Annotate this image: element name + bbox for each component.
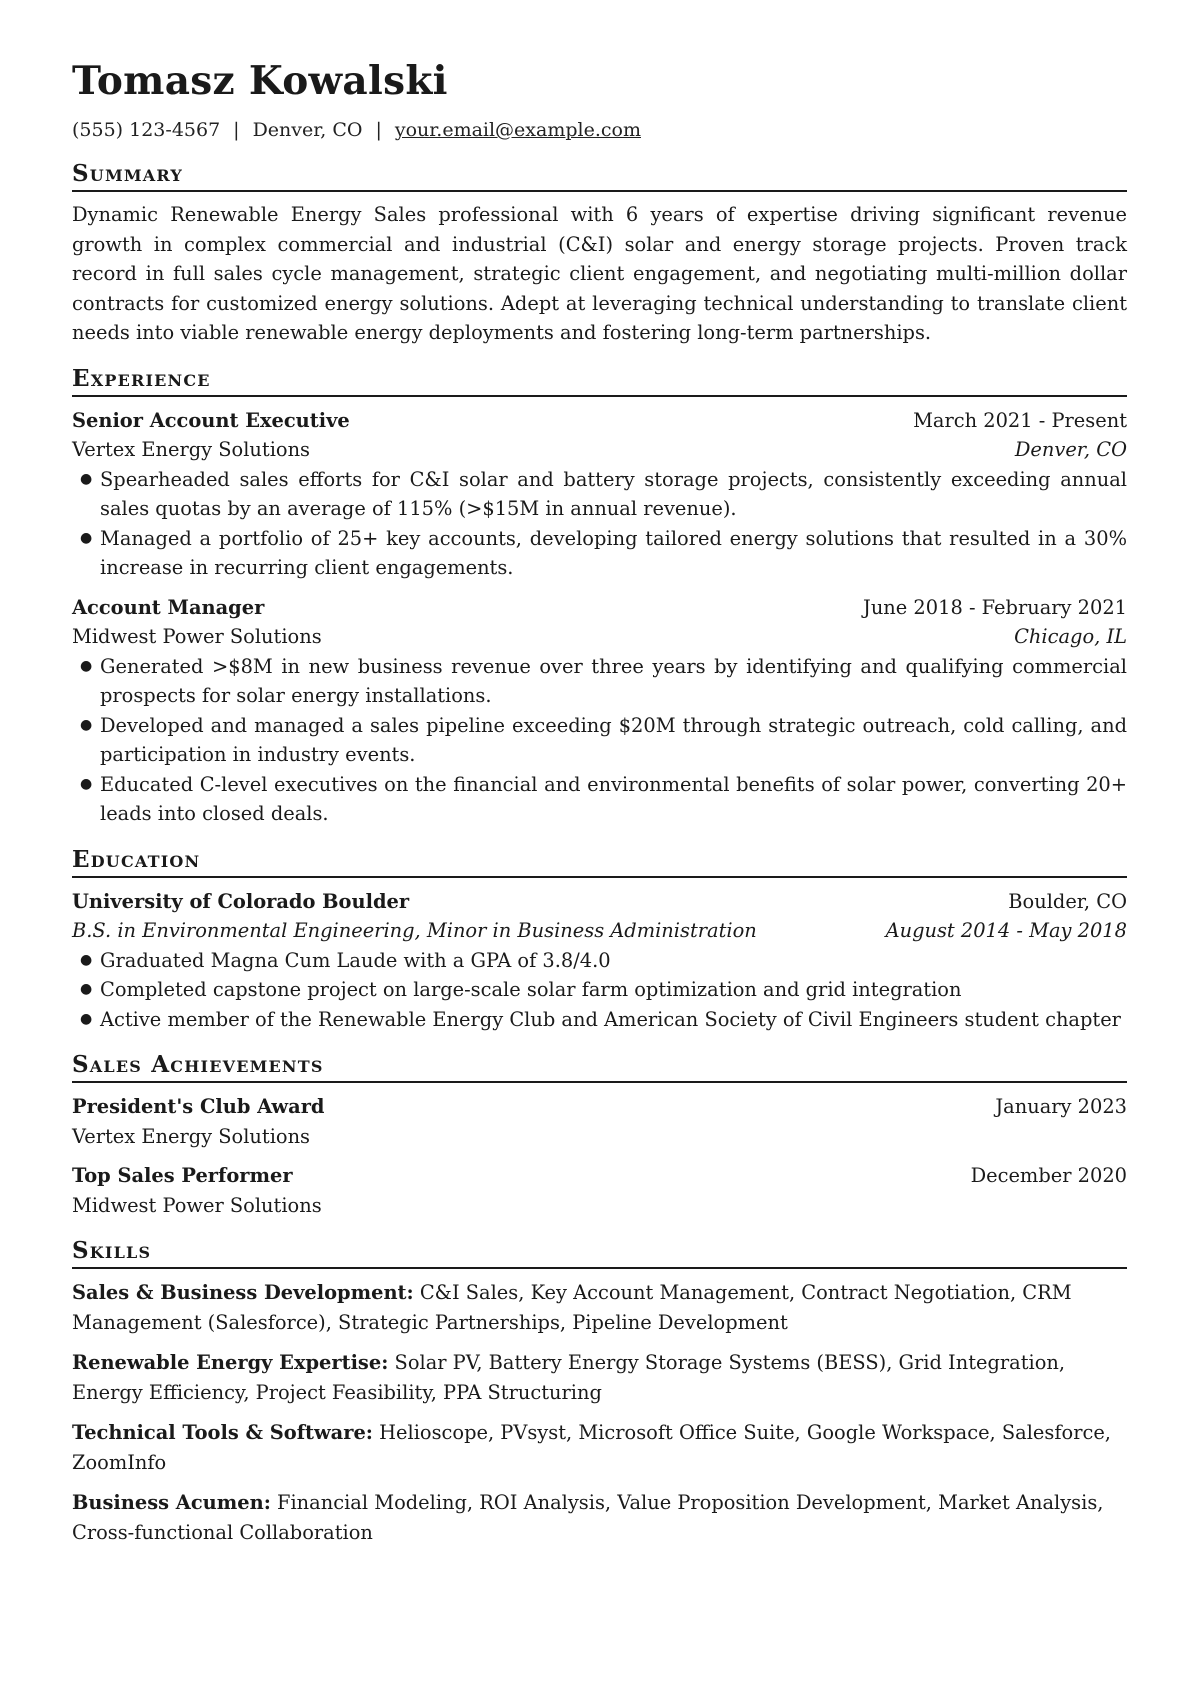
bullet-text: Educated C-level executives on the financial and environmental benefits of solar power, converting 20+ leads into closed deals. (100, 772, 1127, 825)
job-role: Account Manager (72, 595, 265, 619)
school-row (72, 887, 1127, 917)
job-entry (72, 406, 1127, 583)
bullet-icon: ● (80, 716, 93, 733)
location: Denver, CO (252, 119, 363, 141)
bullet-icon: ● (80, 470, 93, 487)
bullet-icon: ● (80, 775, 93, 792)
skill-item (72, 1278, 1127, 1337)
job-dates: June 2018 - February 2021 (863, 595, 1127, 619)
award-org-row (72, 1122, 1127, 1152)
summary-text: Dynamic Renewable Energy Sales professional with 6 years of expertise driving significant revenue growth in complex commercial and industrial (C&I) solar and energy storage projects. Proven track record in full sales cycle management, strategic client engagement, and negotiating multi-million dollar contracts for customized energy solutions. Adept at leveraging technical understanding to translate client needs into viable renewable energy deployments and fostering long-term partnerships. (72, 203, 1127, 344)
contact-separator: | (375, 119, 382, 141)
award-name: Top Sales Performer (72, 1164, 293, 1187)
skill-item (72, 1488, 1127, 1547)
bullet-text: Graduated Magna Cum Laude with a GPA of 3.8/4.0 (100, 948, 611, 972)
job-entry (72, 593, 1127, 829)
phone-number: (555) 123-4567 (72, 119, 221, 141)
school-name: University of Colorado Boulder (72, 889, 410, 913)
achievement-row (72, 1161, 1127, 1191)
bullet-icon: ● (80, 1010, 93, 1027)
degree-row (72, 916, 1127, 946)
skill-label: Technical Tools & Software: (72, 1421, 373, 1444)
bullet-icon: ● (80, 657, 93, 674)
email-link[interactable]: your.email@example.com (394, 119, 641, 141)
job-location: Chicago, IL (1014, 625, 1127, 648)
award-date: December 2020 (970, 1164, 1127, 1187)
skill-text: Financial Modeling, ROI Analysis, Value Proposition Development, Market Analysis, Cross-functional Collaboration (72, 1491, 1104, 1544)
school-location: Boulder, CO (1008, 889, 1127, 913)
skill-item (72, 1418, 1127, 1477)
achievement-entry (72, 1092, 1127, 1151)
education-bullets (72, 946, 1127, 1035)
bullet-icon: ● (80, 529, 93, 546)
job-company: Vertex Energy Solutions (72, 438, 311, 461)
summary-heading: Summary (72, 161, 1127, 192)
job-header-row (72, 406, 1127, 436)
bullet-text: Managed a portfolio of 25+ key accounts, developing tailored energy solutions that resulted in a 30% increase in recurring client engagements. (100, 526, 1127, 579)
skill-label: Sales & Business Development: (72, 1281, 414, 1304)
achievement-row (72, 1092, 1127, 1122)
list-item (72, 1005, 1127, 1035)
award-name: President's Club Award (72, 1095, 325, 1118)
job-company: Midwest Power Solutions (72, 625, 322, 648)
list-item (72, 946, 1127, 976)
job-dates: March 2021 - Present (913, 408, 1127, 432)
achievement-entry (72, 1161, 1127, 1220)
list-item (72, 524, 1127, 583)
bullet-text: Completed capstone project on large-scale solar farm optimization and grid integration (100, 978, 962, 1001)
job-role: Senior Account Executive (72, 408, 350, 432)
list-item (72, 652, 1127, 711)
list-item (72, 711, 1127, 770)
skill-label: Renewable Energy Expertise: (72, 1351, 389, 1374)
candidate-name: Tomasz Kowalski (72, 58, 448, 104)
achievements-heading: Sales Achievements (72, 1052, 1127, 1083)
award-org: Midwest Power Solutions (72, 1193, 322, 1217)
bullet-icon: ● (80, 981, 93, 997)
list-item (72, 975, 1127, 1005)
skills-heading: Skills (72, 1238, 1127, 1269)
education-heading: Education (72, 847, 1127, 878)
job-location: Denver, CO (1014, 438, 1127, 461)
bullet-icon: ● (80, 951, 93, 968)
job-bullets (72, 652, 1127, 829)
education-entry (72, 887, 1127, 1035)
job-company-row (72, 435, 1127, 465)
contact-line (72, 118, 1127, 142)
experience-heading: Experience (72, 366, 1127, 397)
job-header-row (72, 593, 1127, 623)
bullet-text: Developed and managed a sales pipeline exceeding $20M through strategic outreach, cold calling, and participation in industry events. (100, 713, 1127, 766)
contact-separator: | (233, 119, 240, 141)
skill-text: C&I Sales, Key Account Management, Contract Negotiation, CRM Management (Salesforce), Strategic Partnerships, Pipeline Development (72, 1281, 1072, 1334)
list-item (72, 465, 1127, 524)
job-company-row (72, 622, 1127, 652)
education-dates: August 2014 - May 2018 (885, 919, 1127, 942)
award-org: Vertex Energy Solutions (72, 1124, 311, 1148)
award-org-row (72, 1191, 1127, 1221)
skill-text: Solar PV, Battery Energy Storage Systems (BESS), Grid Integration, Energy Efficiency, Project Feasibility, PPA Structuring (72, 1351, 1066, 1404)
list-item (72, 770, 1127, 829)
bullet-text: Active member of the Renewable Energy Club and American Society of Civil Engineers student chapter (100, 1007, 1121, 1031)
job-bullets (72, 465, 1127, 583)
skill-text: Helioscope, PVsyst, Microsoft Office Suite, Google Workspace, Salesforce, ZoomInfo (72, 1421, 1111, 1474)
skill-item (72, 1348, 1127, 1407)
degree: B.S. in Environmental Engineering, Minor in Business Administration (72, 919, 757, 942)
resume-content (72, 58, 1127, 1547)
bullet-text: Spearheaded sales efforts for C&I solar and battery storage projects, consistently exceeding annual sales quotas by an average of 115% (>$15M in annual revenue). (100, 467, 1127, 520)
award-date: January 2023 (995, 1095, 1127, 1118)
skill-label: Business Acumen: (72, 1491, 271, 1514)
bullet-text: Generated >$8M in new business revenue over three years by identifying and qualifying commercial prospects for solar energy installations. (100, 654, 1127, 707)
